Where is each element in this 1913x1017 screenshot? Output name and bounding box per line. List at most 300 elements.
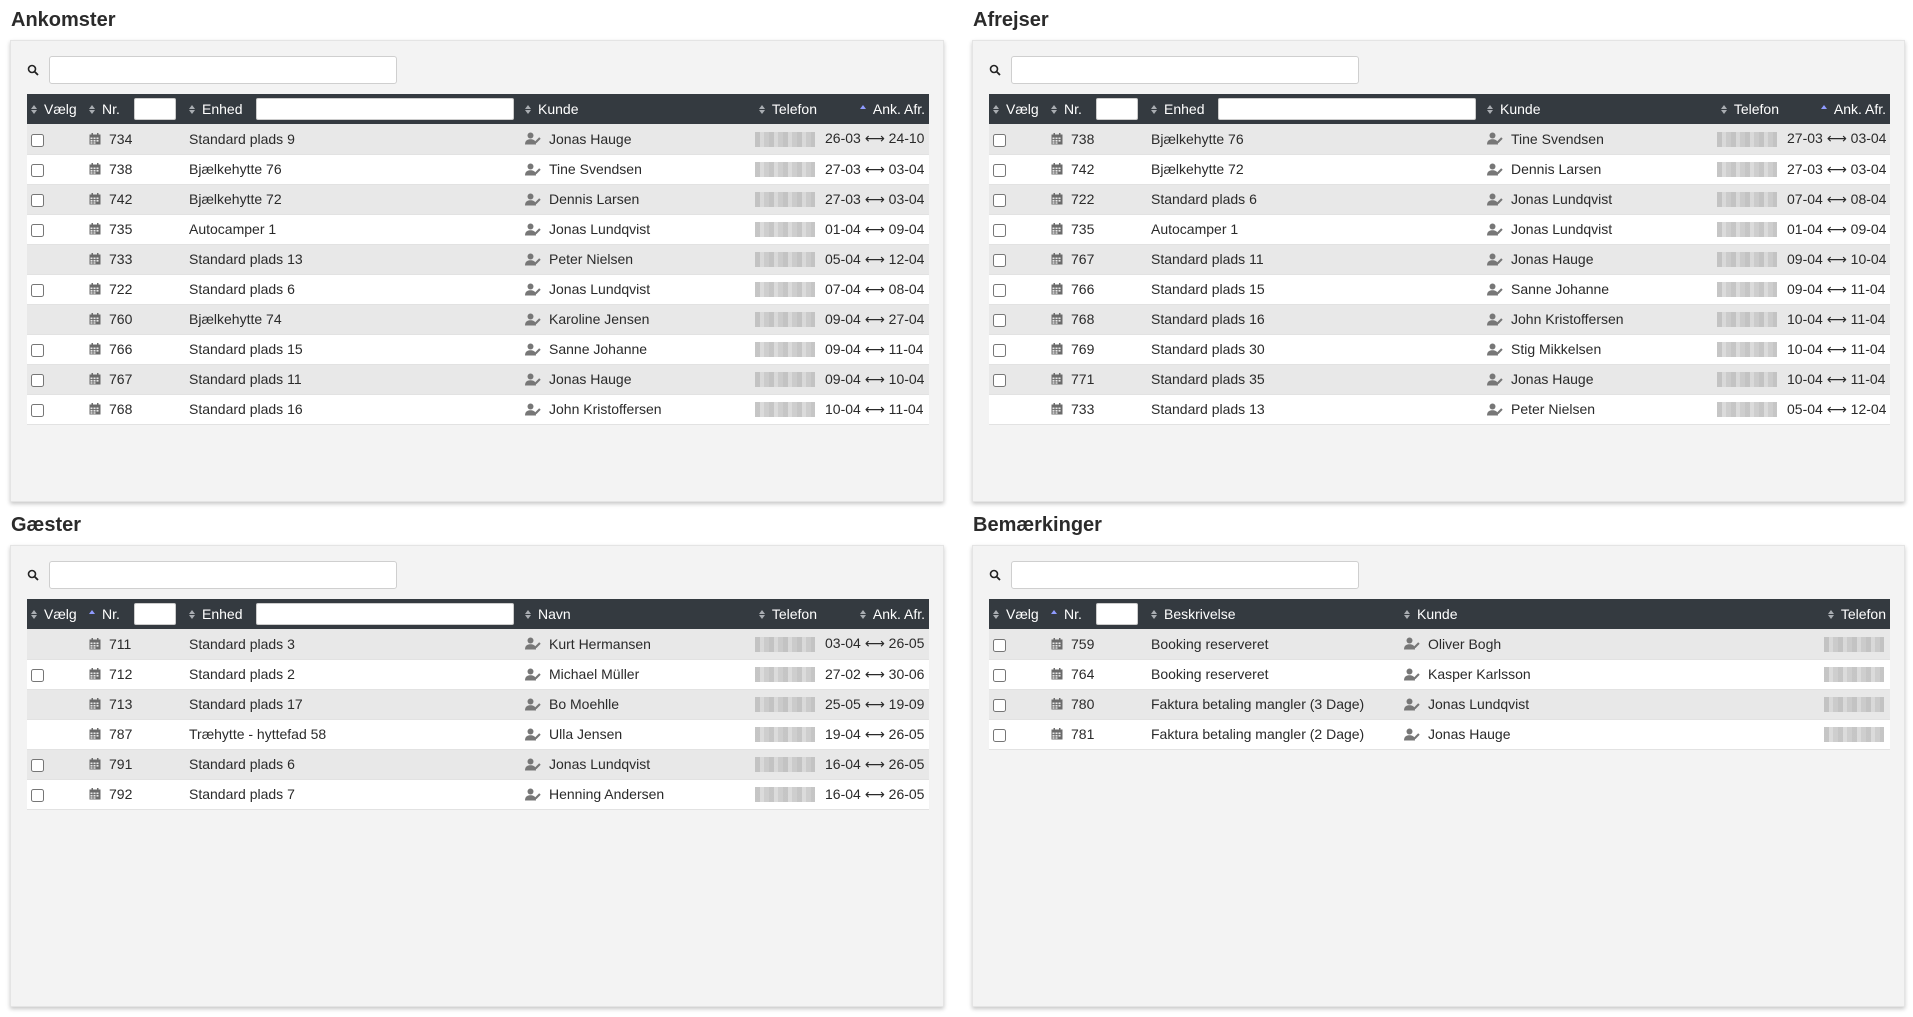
row-select-checkbox[interactable] [31,344,44,357]
calendar-icon[interactable] [89,283,101,295]
row-select-checkbox[interactable] [993,134,1006,147]
col-unit[interactable]: Enhed [185,94,521,124]
user-edit-icon[interactable] [525,403,541,416]
row-select-checkbox[interactable] [993,344,1006,357]
nr-cell [1047,659,1147,689]
col-select[interactable]: Vælg [989,599,1047,629]
sort-icon[interactable] [993,105,1000,114]
col-dates[interactable]: Ank. Afr. [821,94,929,124]
phone-cell [740,274,821,304]
customer-name[interactable]: Karoline Jensen [549,311,650,327]
customer-name[interactable]: Peter Nielsen [549,251,634,267]
col-phone[interactable]: Telefon [740,94,821,124]
user-edit-icon[interactable] [1487,163,1503,176]
row-select-checkbox[interactable] [31,759,44,772]
booking-number[interactable]: 742 [1071,161,1095,177]
calendar-icon[interactable] [1051,253,1063,265]
phone-redacted [1717,372,1777,387]
nr-filter-input[interactable] [1096,603,1138,625]
table-row[interactable] [27,184,929,214]
row-select-checkbox[interactable] [31,134,44,147]
unit-filter-input[interactable] [256,98,514,120]
description-cell: Booking reserveret [1151,635,1269,652]
search-icon [27,569,49,581]
table-row[interactable] [989,214,1890,244]
calendar-icon[interactable] [1051,668,1063,680]
calendar-icon[interactable] [1051,638,1063,650]
unit-cell: Standard plads 17 [189,696,303,712]
phone-redacted [1717,342,1777,357]
calendar-icon[interactable] [1051,193,1063,205]
calendar-icon[interactable] [1051,728,1063,740]
table-row[interactable] [27,124,929,154]
col-phone[interactable]: Telefon [1702,94,1783,124]
table-row[interactable] [27,334,929,364]
customer-cell [1400,629,1800,659]
nr-cell [85,719,185,749]
customer-name[interactable]: Sanne Johanne [1511,281,1610,297]
col-select[interactable]: Vælg [27,599,85,629]
dates-cell: 07-04 ⟷ 08-04 [825,280,925,297]
dates-cell: 16-04 ⟷ 26-05 [825,785,925,802]
table-row[interactable] [989,154,1890,184]
customer-name[interactable]: Kasper Karlsson [1428,666,1531,682]
calendar-icon[interactable] [1051,698,1063,710]
table-row[interactable] [989,719,1890,749]
table-row[interactable] [27,304,929,334]
table-row[interactable] [27,244,929,274]
sort-icon[interactable] [189,105,196,114]
row-select-checkbox[interactable] [993,699,1006,712]
user-edit-icon[interactable] [1487,253,1503,266]
customer-name[interactable]: Jonas Lundqvist [1428,696,1530,712]
calendar-icon[interactable] [1051,343,1063,355]
sort-icon[interactable] [1151,610,1158,619]
user-edit-icon[interactable] [525,668,541,681]
user-edit-icon[interactable] [1487,223,1503,236]
customer-cell [521,274,740,304]
row-select-checkbox[interactable] [31,194,44,207]
departures-title: Afrejser [973,9,1049,31]
phone-redacted [755,727,815,742]
select-cell [989,364,1047,394]
booking-number[interactable]: 722 [1071,191,1095,207]
table-row[interactable] [27,689,929,719]
dates-cell: 09-04 ⟷ 11-04 [825,340,924,357]
calendar-icon[interactable] [89,133,101,145]
booking-number[interactable]: 766 [109,341,133,357]
row-select-checkbox[interactable] [993,224,1006,237]
booking-number[interactable]: 711 [109,635,132,652]
col-unit[interactable]: Enhed [185,599,521,629]
calendar-icon[interactable] [89,403,101,415]
dates-cell: 16-04 ⟷ 26-05 [825,755,925,772]
table-row[interactable] [27,214,929,244]
select-cell [989,719,1047,749]
dates-cell: 09-04 ⟷ 11-04 [1787,280,1886,297]
dates-cell: 27-02 ⟷ 30-06 [825,665,925,682]
table-row[interactable] [989,334,1890,364]
sort-icon[interactable] [993,610,1000,619]
unit-cell: Standard plads 16 [1151,311,1265,327]
user-edit-icon[interactable] [525,253,541,266]
calendar-icon[interactable] [89,313,101,325]
row-select-checkbox[interactable] [993,374,1006,387]
customer-name[interactable]: Sanne Johanne [549,341,648,357]
unit-cell: Træhytte - hyttefad 58 [189,726,327,742]
table-row[interactable] [27,779,929,809]
booking-number[interactable]: 791 [109,756,133,772]
dates-cell: 27-03 ⟷ 03-04 [1787,130,1887,147]
select-cell [27,394,85,424]
nr-filter-input[interactable] [134,603,176,625]
table-row[interactable] [989,689,1890,719]
user-edit-icon[interactable] [525,373,541,386]
col-dates[interactable]: Ank. Afr. [1783,94,1890,124]
booking-number[interactable]: 734 [109,130,133,147]
calendar-icon[interactable] [89,698,101,710]
sort-icon[interactable] [1151,105,1158,114]
sort-asc-icon[interactable] [860,105,867,114]
booking-number[interactable]: 767 [109,371,133,387]
row-select-checkbox[interactable] [31,404,44,417]
phone-redacted [755,787,815,802]
customer-cell [521,629,740,659]
phone-redacted [755,282,815,297]
customer-name[interactable]: Jonas Hauge [1428,726,1511,742]
customer-name[interactable]: Oliver Bogh [1428,635,1502,652]
calendar-icon[interactable] [89,668,101,680]
phone-cell [740,629,821,659]
customer-name[interactable]: Jonas Lundqvist [1511,191,1613,207]
customer-name[interactable]: Ulla Jensen [549,726,623,742]
row-select-checkbox[interactable] [31,669,44,682]
unit-cell: Standard plads 9 [189,130,295,147]
row-select-checkbox[interactable] [31,284,44,297]
unit-filter-input[interactable] [1218,98,1476,120]
customer-cell [1483,154,1702,184]
col-nr[interactable]: Nr. [1047,599,1147,629]
user-edit-icon[interactable] [525,728,541,741]
booking-number[interactable]: 735 [109,221,133,237]
calendar-icon[interactable] [89,193,101,205]
row-select-checkbox[interactable] [993,669,1006,682]
customer-name[interactable]: Peter Nielsen [1511,401,1596,417]
user-edit-icon[interactable] [525,698,541,711]
user-edit-icon[interactable] [525,163,541,176]
unit-cell: Standard plads 13 [1151,401,1265,417]
customer-cell [521,394,740,424]
table-header-row [989,599,1890,629]
calendar-icon[interactable] [89,758,101,770]
table-row[interactable] [989,364,1890,394]
booking-number[interactable]: 722 [109,281,133,297]
user-edit-icon[interactable] [1404,698,1420,711]
sort-asc-icon[interactable] [1821,105,1828,114]
calendar-icon[interactable] [1051,313,1063,325]
phone-cell [1702,364,1783,394]
booking-number[interactable]: 738 [109,161,133,177]
user-edit-icon[interactable] [525,758,541,771]
table-row[interactable] [27,394,929,424]
calendar-icon[interactable] [89,343,101,355]
sort-asc-icon[interactable] [89,610,96,619]
table-row[interactable] [27,154,929,184]
user-edit-icon[interactable] [1487,132,1503,145]
remarks-title: Bemærkinger [973,514,1102,536]
sort-icon[interactable] [759,610,766,619]
user-edit-icon[interactable] [1404,668,1420,681]
user-edit-icon[interactable] [1487,343,1503,356]
row-select-checkbox[interactable] [993,314,1006,327]
col-nr[interactable]: Nr. [1047,94,1147,124]
booking-number[interactable]: 781 [1071,726,1095,742]
booking-number[interactable]: 735 [1071,221,1095,237]
col-customer[interactable]: Kunde [1400,599,1800,629]
table-row[interactable] [989,124,1890,154]
booking-number[interactable]: 712 [109,666,133,682]
user-edit-icon[interactable] [525,788,541,801]
phone-cell [740,124,821,154]
nr-cell [85,394,185,424]
booking-number[interactable]: 759 [1071,635,1095,652]
customer-name[interactable]: Jonas Lundqvist [1511,221,1613,237]
sort-icon[interactable] [1828,610,1835,619]
row-select-checkbox[interactable] [993,194,1006,207]
user-edit-icon[interactable] [1487,193,1503,206]
table-row[interactable] [27,719,929,749]
phone-cell [1702,154,1783,184]
booking-number[interactable]: 768 [1071,311,1095,327]
phone-cell [740,214,821,244]
booking-number[interactable]: 764 [1071,666,1095,682]
nr-filter-input[interactable] [134,98,176,120]
customer-name[interactable]: John Kristoffersen [1511,311,1624,327]
booking-number[interactable]: 742 [109,191,133,207]
sort-icon[interactable] [89,105,96,114]
table-row[interactable] [989,629,1890,659]
sort-icon[interactable] [525,105,532,114]
col-nr[interactable]: Nr. [85,94,185,124]
sort-icon[interactable] [1487,105,1494,114]
booking-number[interactable]: 768 [109,401,133,417]
row-select-checkbox[interactable] [993,729,1006,742]
customer-name[interactable]: Tine Svendsen [1511,130,1604,147]
customer-name[interactable]: Kurt Hermansen [549,635,651,652]
user-edit-icon[interactable] [525,343,541,356]
guests-search-input[interactable] [49,561,397,589]
customer-cell [1400,689,1800,719]
arrivals-search-input[interactable] [49,56,397,84]
select-cell [27,659,85,689]
booking-number[interactable]: 760 [109,311,133,327]
row-select-checkbox[interactable] [31,374,44,387]
customer-name[interactable]: Jonas Hauge [1511,371,1594,387]
dates-cell: 09-04 ⟷ 27-04 [825,310,925,327]
calendar-icon[interactable] [89,788,101,800]
customer-name[interactable]: Michael Müller [549,666,640,682]
table-row[interactable] [989,304,1890,334]
nr-cell [85,779,185,809]
calendar-icon[interactable] [89,728,101,740]
unit-cell: Standard plads 7 [189,786,295,802]
row-select-checkbox[interactable] [993,284,1006,297]
sort-icon[interactable] [1721,105,1728,114]
sort-icon[interactable] [525,610,532,619]
calendar-icon[interactable] [1051,373,1063,385]
nr-cell [85,124,185,154]
guests-table [27,599,929,810]
dates-cell: 05-04 ⟷ 12-04 [825,250,925,267]
sort-icon[interactable] [759,105,766,114]
customer-name[interactable]: Dennis Larsen [1511,161,1602,177]
table-row[interactable] [989,184,1890,214]
table-row[interactable] [989,274,1890,304]
nr-filter-input[interactable] [1096,98,1138,120]
table-row[interactable] [27,749,929,779]
user-edit-icon[interactable] [525,132,541,145]
customer-name[interactable]: Jonas Lundqvist [549,281,651,297]
user-edit-icon[interactable] [1487,403,1503,416]
customer-name[interactable]: John Kristoffersen [549,401,662,417]
row-select-checkbox[interactable] [993,164,1006,177]
row-select-checkbox[interactable] [993,639,1006,652]
phone-cell [740,154,821,184]
col-select[interactable]: Vælg [989,94,1047,124]
user-edit-icon[interactable] [1487,313,1503,326]
customer-name[interactable]: Jonas Hauge [1511,251,1594,267]
calendar-icon[interactable] [89,373,101,385]
calendar-icon[interactable] [89,638,101,650]
col-phone[interactable]: Telefon [1800,599,1890,629]
booking-number[interactable]: 792 [109,786,133,802]
booking-number[interactable]: 733 [109,251,133,267]
customer-cell [521,689,740,719]
customer-name[interactable]: Jonas Lundqvist [549,221,651,237]
phone-cell [1800,689,1890,719]
user-edit-icon[interactable] [1487,283,1503,296]
user-edit-icon[interactable] [525,637,541,650]
nr-cell [85,214,185,244]
sort-icon[interactable] [189,610,196,619]
select-cell [27,214,85,244]
calendar-icon[interactable] [1051,403,1063,415]
table-row[interactable] [27,364,929,394]
table-row[interactable] [27,659,929,689]
row-select-checkbox[interactable] [31,789,44,802]
col-customer[interactable]: Kunde [1483,94,1702,124]
customer-name[interactable]: Stig Mikkelsen [1511,341,1602,357]
customer-name[interactable]: Jonas Hauge [549,130,632,147]
calendar-icon[interactable] [1051,283,1063,295]
col-unit[interactable]: Enhed [1147,94,1483,124]
dates-cell: 19-04 ⟷ 26-05 [825,725,925,742]
user-edit-icon[interactable] [1404,637,1420,650]
customer-name[interactable]: Bo Moehlle [549,696,620,712]
phone-redacted [755,132,815,147]
calendar-icon[interactable] [1051,133,1063,145]
customer-name[interactable]: Henning Andersen [549,786,665,802]
customer-name[interactable]: Tine Svendsen [549,161,642,177]
phone-cell [740,244,821,274]
select-cell [27,749,85,779]
sort-icon[interactable] [1051,105,1058,114]
col-customer[interactable]: Kunde [521,94,740,124]
sort-asc-icon[interactable] [1051,610,1058,619]
calendar-icon[interactable] [89,223,101,235]
search-icon [989,569,1011,581]
user-edit-icon[interactable] [525,313,541,326]
nr-cell [1047,629,1147,659]
booking-number[interactable]: 787 [109,726,133,742]
booking-number[interactable]: 780 [1071,696,1095,712]
row-select-checkbox[interactable] [31,224,44,237]
booking-number[interactable]: 766 [1071,281,1095,297]
sort-icon[interactable] [31,105,38,114]
table-row[interactable] [27,274,929,304]
col-select[interactable]: Vælg [27,94,85,124]
sort-icon[interactable] [860,610,867,619]
dates-cell: 09-04 ⟷ 10-04 [825,370,925,387]
booking-number[interactable]: 769 [1071,341,1095,357]
customer-cell [1483,394,1702,424]
col-nr[interactable]: Nr. [85,599,185,629]
col-name[interactable]: Navn [521,599,740,629]
table-row[interactable] [27,629,929,659]
booking-number[interactable]: 713 [109,696,133,712]
booking-number[interactable]: 771 [1071,371,1095,387]
customer-name[interactable]: Dennis Larsen [549,191,640,207]
user-edit-icon[interactable] [1404,728,1420,741]
remarks-search-input[interactable] [1011,561,1359,589]
unit-cell: Standard plads 30 [1151,341,1265,357]
select-cell [989,184,1047,214]
row-select-checkbox[interactable] [31,164,44,177]
unit-filter-input[interactable] [256,603,514,625]
row-select-checkbox[interactable] [993,254,1006,267]
user-edit-icon[interactable] [525,223,541,236]
calendar-icon[interactable] [1051,163,1063,175]
customer-name[interactable]: Jonas Lundqvist [549,756,651,772]
sort-icon[interactable] [31,610,38,619]
col-description[interactable]: Beskrivelse [1147,599,1400,629]
unit-cell: Standard plads 16 [189,401,303,417]
booking-number[interactable]: 733 [1071,401,1095,417]
unit-cell: Standard plads 2 [189,666,295,682]
nr-cell [85,304,185,334]
user-edit-icon[interactable] [525,193,541,206]
select-cell [989,334,1047,364]
col-dates[interactable]: Ank. Afr. [821,599,929,629]
table-row[interactable] [989,244,1890,274]
col-phone[interactable]: Telefon [740,599,821,629]
customer-name[interactable]: Jonas Hauge [549,371,632,387]
user-edit-icon[interactable] [525,283,541,296]
calendar-icon[interactable] [89,253,101,265]
table-row[interactable] [989,659,1890,689]
booking-number[interactable]: 738 [1071,130,1095,147]
table-row[interactable] [989,394,1890,424]
phone-cell [740,394,821,424]
sort-icon[interactable] [1404,610,1411,619]
calendar-icon[interactable] [1051,223,1063,235]
departures-search-input[interactable] [1011,56,1359,84]
search-icon [989,64,1011,76]
user-edit-icon[interactable] [1487,373,1503,386]
select-cell [989,659,1047,689]
booking-number[interactable]: 767 [1071,251,1095,267]
calendar-icon[interactable] [89,163,101,175]
